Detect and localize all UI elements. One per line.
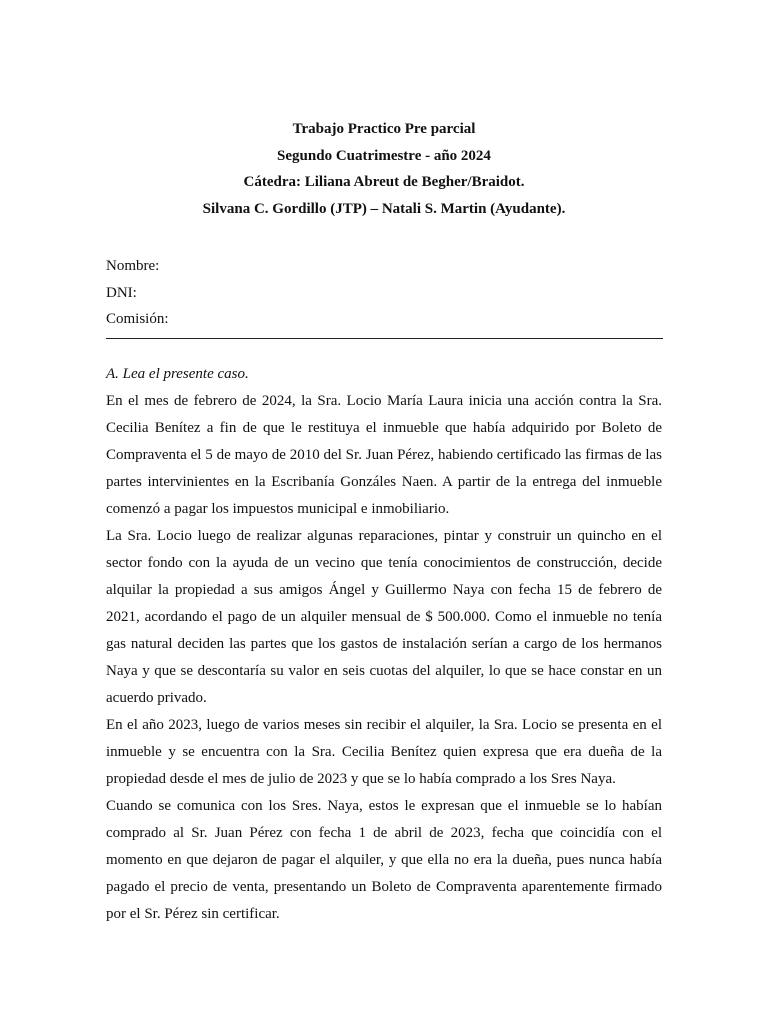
case-paragraph-4: Cuando se comunica con los Sres. Naya, estos le expresan que el inmueble se lo habían comprado al Sr. Juan Pérez con fecha 1 de abril de 2023, fecha que coincidía con el momento en que dejaron de pagar el alquiler, y que ella no era la dueña, pues nunca había pagado el precio de venta, presentando un Boleto de Compraventa aparentemente firmado por el Sr. Pérez sin certificar. — [106, 798, 662, 922]
case-section — [106, 361, 662, 928]
dni-label: DNI: — [106, 284, 137, 301]
nombre-label: Nombre: — [106, 258, 160, 274]
case-paragraph-2: La Sra. Locio luego de realizar algunas reparaciones, pintar y construir un quincho en el sector fondo con la ayuda de un vecino que tenía conocimientos de construcción, decide alquilar la propiedad a sus amigos Ángel y Guillermo Naya con fecha 15 de febrero de 2021, acordando el pago de un alquiler mensual de $ 500.000. Como el inmueble no tenía gas natural deciden las partes que los gastos de instalación serían a cargo de los hermanos Naya y que se descontaría su valor en seis cuotas del alquiler, lo que se hace constar en un acuerdo privado. — [106, 528, 662, 706]
student-fields — [106, 253, 169, 333]
header-chair: Cátedra: Liliana Abreut de Begher/Braidot. — [243, 174, 525, 190]
header-term: Segundo Cuatrimestre - año 2024 — [277, 147, 491, 164]
header-staff: Silvana C. Gordillo (JTP) – Natali S. Martin (Ayudante). — [202, 200, 566, 217]
comision-label: Comisión: — [106, 311, 169, 327]
header-title: Trabajo Practico Pre parcial — [292, 121, 476, 137]
case-paragraph-3: En el año 2023, luego de varios meses sin recibir el alquiler, la Sra. Locio se presenta en el inmueble y se encuentra con la Sra. Cecilia Benítez quien expresa que era dueña de la propiedad desde el mes de julio de 2023 y que se lo había comprado a los Sres Naya. — [106, 717, 662, 787]
case-paragraph-1: En el mes de febrero de 2024, la Sra. Locio María Laura inicia una acción contra la Sra. Cecilia Benítez a fin de que le restituya el inmueble que había adquirido por Boleto de Compraventa el 5 de mayo de 2010 del Sr. Juan Pérez, habiendo certificado las firmas de las partes intervinientes en la Escribanía Gonzáles Naen. A partir de la entrega del inmueble comenzó a pagar los impuestos municipal e inmobiliario. — [106, 393, 662, 517]
document-header — [100, 116, 668, 222]
horizontal-divider — [106, 338, 663, 339]
section-heading: A. Lea el presente caso. — [106, 366, 249, 382]
